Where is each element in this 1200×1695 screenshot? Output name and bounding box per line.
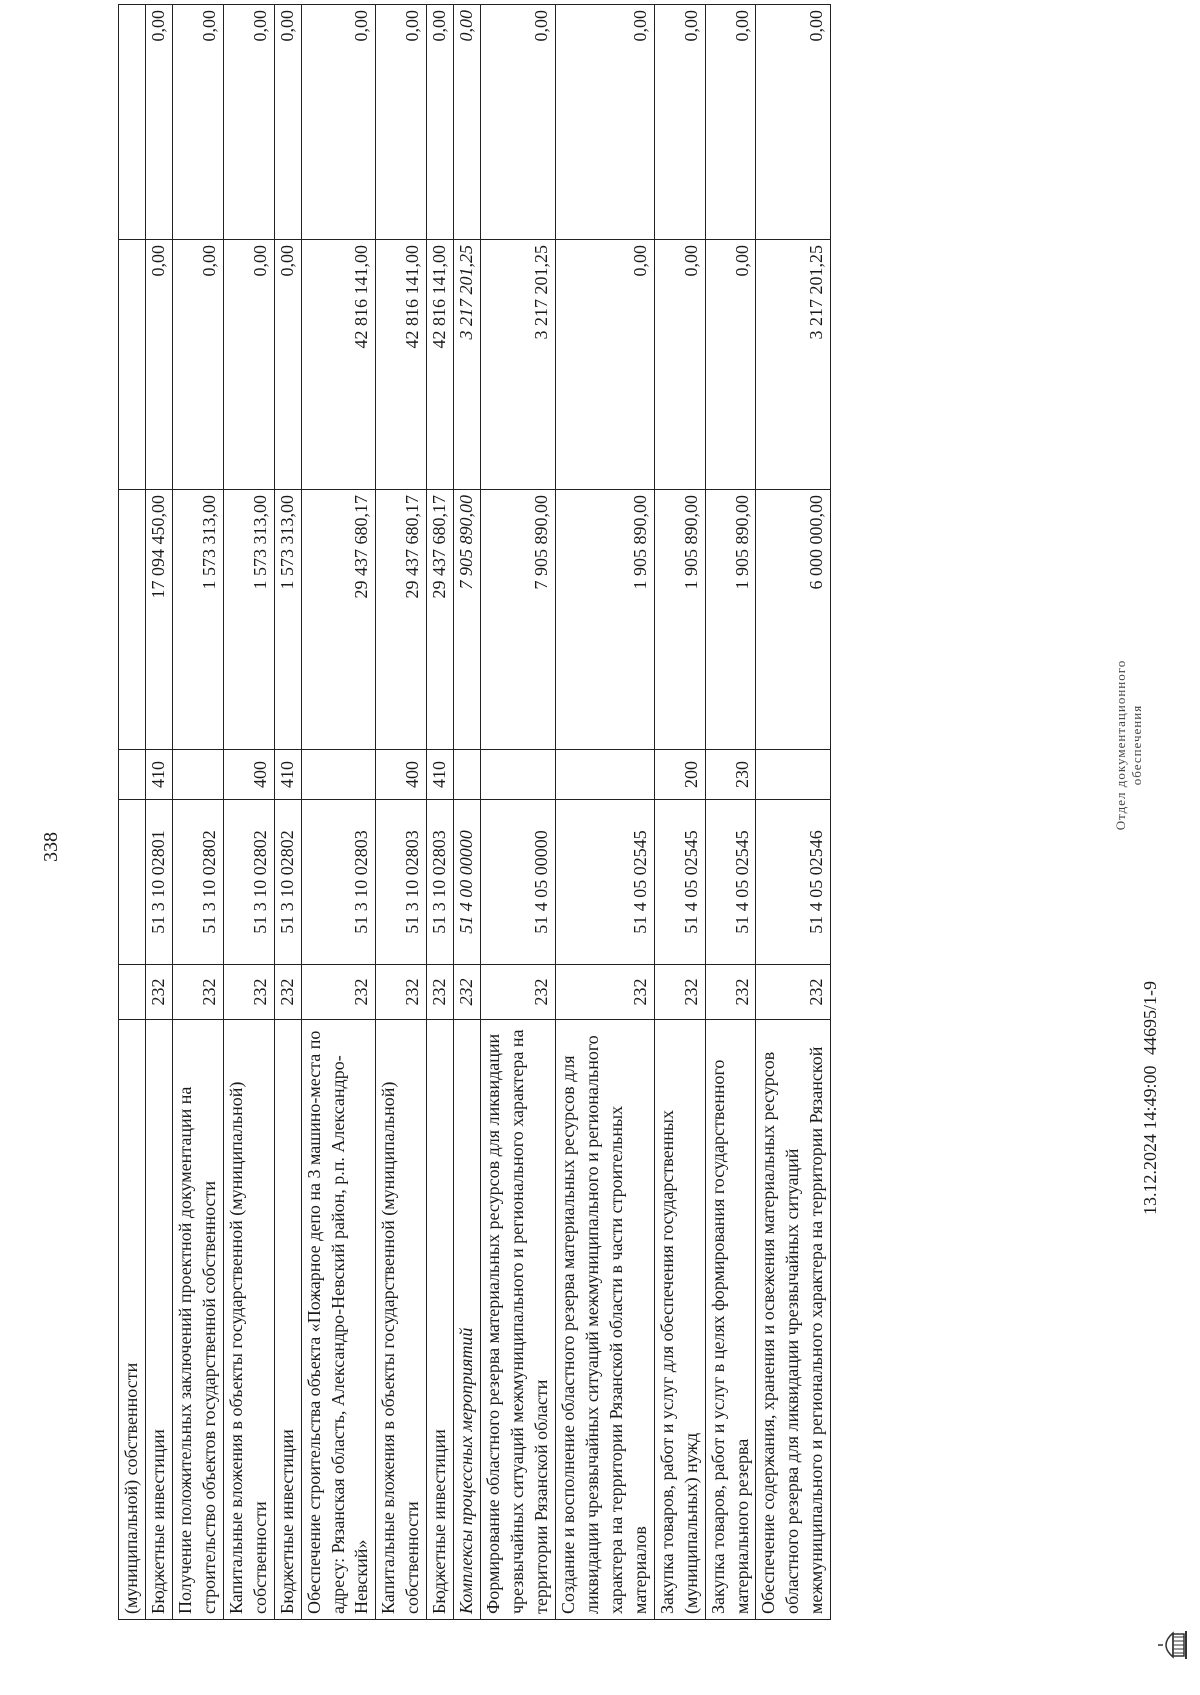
row-name-cell: Формирование областного резерва материальных ресурсов для ликвидации чрезвычайных ситуаций межмуниципального и регионального характера на территории Рязанской области	[481, 1020, 556, 1620]
grbs-code-cell: 232	[223, 965, 274, 1020]
table-row	[756, 5, 831, 1620]
duma-emblem-icon	[1155, 1625, 1194, 1665]
target-article-cell: 51 3 10 02802	[223, 800, 274, 965]
expense-type-cell	[119, 750, 146, 800]
table-row	[654, 5, 705, 1620]
amount-year2-cell: 0,00	[555, 240, 654, 490]
grbs-code-cell: 232	[705, 965, 756, 1020]
amount-year1-cell: 1 573 313,00	[172, 490, 223, 750]
row-name-cell: Бюджетные инвестиции	[427, 1020, 454, 1620]
expense-type-cell: 200	[654, 750, 705, 800]
target-article-cell	[119, 800, 146, 965]
grbs-code-cell: 232	[145, 965, 172, 1020]
table-row	[274, 5, 301, 1620]
amount-year2-cell	[119, 240, 146, 490]
target-article-cell: 51 3 10 02803	[427, 800, 454, 965]
grbs-code-cell: 232	[555, 965, 654, 1020]
stamp-line-1: Отдел документационного	[1113, 659, 1128, 831]
expense-type-cell	[555, 750, 654, 800]
target-article-cell: 51 4 05 02545	[555, 800, 654, 965]
amount-year2-cell: 42 816 141,00	[427, 240, 454, 490]
table-row	[454, 5, 481, 1620]
target-article-cell: 51 4 05 02546	[756, 800, 831, 965]
row-name-cell: Закупка товаров, работ и услуг в целях формирования государственного материального резерва	[705, 1020, 756, 1620]
budget-table-body	[119, 5, 831, 1620]
amount-year2-cell: 0,00	[654, 240, 705, 490]
expense-type-cell: 410	[274, 750, 301, 800]
amount-year3-cell: 0,00	[705, 5, 756, 240]
expense-type-cell: 410	[145, 750, 172, 800]
target-article-cell: 51 3 10 02803	[376, 800, 427, 965]
amount-year3-cell: 0,00	[145, 5, 172, 240]
expense-type-cell	[301, 750, 376, 800]
expense-type-cell	[481, 750, 556, 800]
stamp-line-2: обеспечения	[1129, 704, 1145, 786]
grbs-code-cell	[119, 965, 146, 1020]
grbs-code-cell: 232	[427, 965, 454, 1020]
row-name-cell: Комплексы процессных мероприятий	[454, 1020, 481, 1620]
table-row	[223, 5, 274, 1620]
table-row	[119, 5, 146, 1620]
amount-year2-cell: 0,00	[705, 240, 756, 490]
amount-year3-cell: 0,00	[756, 5, 831, 240]
row-name-cell: Обеспечение содержания, хранения и освежения материальных ресурсов областного резерва для ликвидации чрезвычайных ситуаций межмуниципального и регионального характера на территории Рязанской	[756, 1020, 831, 1620]
amount-year3-cell: 0,00	[454, 5, 481, 240]
target-article-cell: 51 3 10 02802	[274, 800, 301, 965]
row-name-cell: Капитальные вложения в объекты государственной (муниципальной) собственности	[376, 1020, 427, 1620]
amount-year3-cell: 0,00	[223, 5, 274, 240]
amount-year2-cell: 3 217 201,25	[454, 240, 481, 490]
footer-date: 13.12.2024 14:49:00	[1140, 1065, 1160, 1215]
expense-type-cell	[172, 750, 223, 800]
grbs-code-cell: 232	[654, 965, 705, 1020]
target-article-cell: 51 4 00 00000	[454, 800, 481, 965]
department-stamp	[1113, 615, 1146, 875]
table-row	[172, 5, 223, 1620]
grbs-code-cell: 232	[172, 965, 223, 1020]
target-article-cell: 51 4 05 02545	[705, 800, 756, 965]
expense-type-cell	[756, 750, 831, 800]
amount-year3-cell: 0,00	[376, 5, 427, 240]
amount-year2-cell: 0,00	[274, 240, 301, 490]
row-name-cell: (муниципальной) собственности	[119, 1020, 146, 1620]
grbs-code-cell: 232	[274, 965, 301, 1020]
amount-year2-cell: 3 217 201,25	[756, 240, 831, 490]
grbs-code-cell: 232	[301, 965, 376, 1020]
amount-year1-cell: 17 094 450,00	[145, 490, 172, 750]
amount-year1-cell: 29 437 680,17	[376, 490, 427, 750]
amount-year1-cell: 29 437 680,17	[427, 490, 454, 750]
expense-type-cell: 230	[705, 750, 756, 800]
amount-year1-cell: 1 905 890,00	[654, 490, 705, 750]
row-name-cell: Капитальные вложения в объекты государственной (муниципальной) собственности	[223, 1020, 274, 1620]
table-row	[301, 5, 376, 1620]
amount-year3-cell	[119, 5, 146, 240]
row-name-cell: Бюджетные инвестиции	[145, 1020, 172, 1620]
amount-year3-cell: 0,00	[172, 5, 223, 240]
grbs-code-cell: 232	[454, 965, 481, 1020]
amount-year1-cell: 1 905 890,00	[705, 490, 756, 750]
target-article-cell: 51 3 10 02802	[172, 800, 223, 965]
amount-year3-cell: 0,00	[654, 5, 705, 240]
expense-type-cell	[454, 750, 481, 800]
amount-year1-cell: 29 437 680,17	[301, 490, 376, 750]
amount-year2-cell: 42 816 141,00	[376, 240, 427, 490]
amount-year1-cell	[119, 490, 146, 750]
target-article-cell: 51 4 05 02545	[654, 800, 705, 965]
target-article-cell: 51 3 10 02803	[301, 800, 376, 965]
amount-year3-cell: 0,00	[427, 5, 454, 240]
amount-year3-cell: 0,00	[274, 5, 301, 240]
budget-table	[118, 4, 831, 1620]
table-row	[705, 5, 756, 1620]
row-name-cell: Получение положительных заключений проектной документации на строительство объектов государственной собственности	[172, 1020, 223, 1620]
expense-type-cell: 400	[223, 750, 274, 800]
amount-year2-cell: 3 217 201,25	[481, 240, 556, 490]
row-name-cell: Бюджетные инвестиции	[274, 1020, 301, 1620]
table-row	[481, 5, 556, 1620]
amount-year2-cell: 0,00	[172, 240, 223, 490]
page-number: 338	[40, 832, 62, 862]
grbs-code-cell: 232	[376, 965, 427, 1020]
amount-year2-cell: 0,00	[145, 240, 172, 490]
row-name-cell: Обеспечение строительства объекта «Пожарное депо на 3 машино-места по адресу: Рязанская область, Александро-Невский район, р.п. Александро-Невский»	[301, 1020, 376, 1620]
amount-year1-cell: 7 905 890,00	[481, 490, 556, 750]
grbs-code-cell: 232	[481, 965, 556, 1020]
amount-year3-cell: 0,00	[481, 5, 556, 240]
footer-doc-number: 44695/1-9	[1140, 981, 1160, 1055]
table-row	[555, 5, 654, 1620]
expense-type-cell: 400	[376, 750, 427, 800]
table-row	[376, 5, 427, 1620]
amount-year1-cell: 7 905 890,00	[454, 490, 481, 750]
amount-year1-cell: 1 573 313,00	[274, 490, 301, 750]
row-name-cell: Создание и восполнение областного резерва материальных ресурсов для ликвидации чрезвычайных ситуаций межмуниципального и регионального характера на территории Рязанской области в части строительных материалов	[555, 1020, 654, 1620]
amount-year1-cell: 1 573 313,00	[223, 490, 274, 750]
table-row	[145, 5, 172, 1620]
table-row	[427, 5, 454, 1620]
amount-year3-cell: 0,00	[555, 5, 654, 240]
amount-year3-cell: 0,00	[301, 5, 376, 240]
expense-type-cell: 410	[427, 750, 454, 800]
target-article-cell: 51 3 10 02801	[145, 800, 172, 965]
amount-year2-cell: 0,00	[223, 240, 274, 490]
amount-year2-cell: 42 816 141,00	[301, 240, 376, 490]
target-article-cell: 51 4 05 00000	[481, 800, 556, 965]
amount-year1-cell: 6 000 000,00	[756, 490, 831, 750]
amount-year1-cell: 1 905 890,00	[555, 490, 654, 750]
grbs-code-cell: 232	[756, 965, 831, 1020]
row-name-cell: Закупка товаров, работ и услуг для обеспечения государственных (муниципальных) нужд	[654, 1020, 705, 1620]
